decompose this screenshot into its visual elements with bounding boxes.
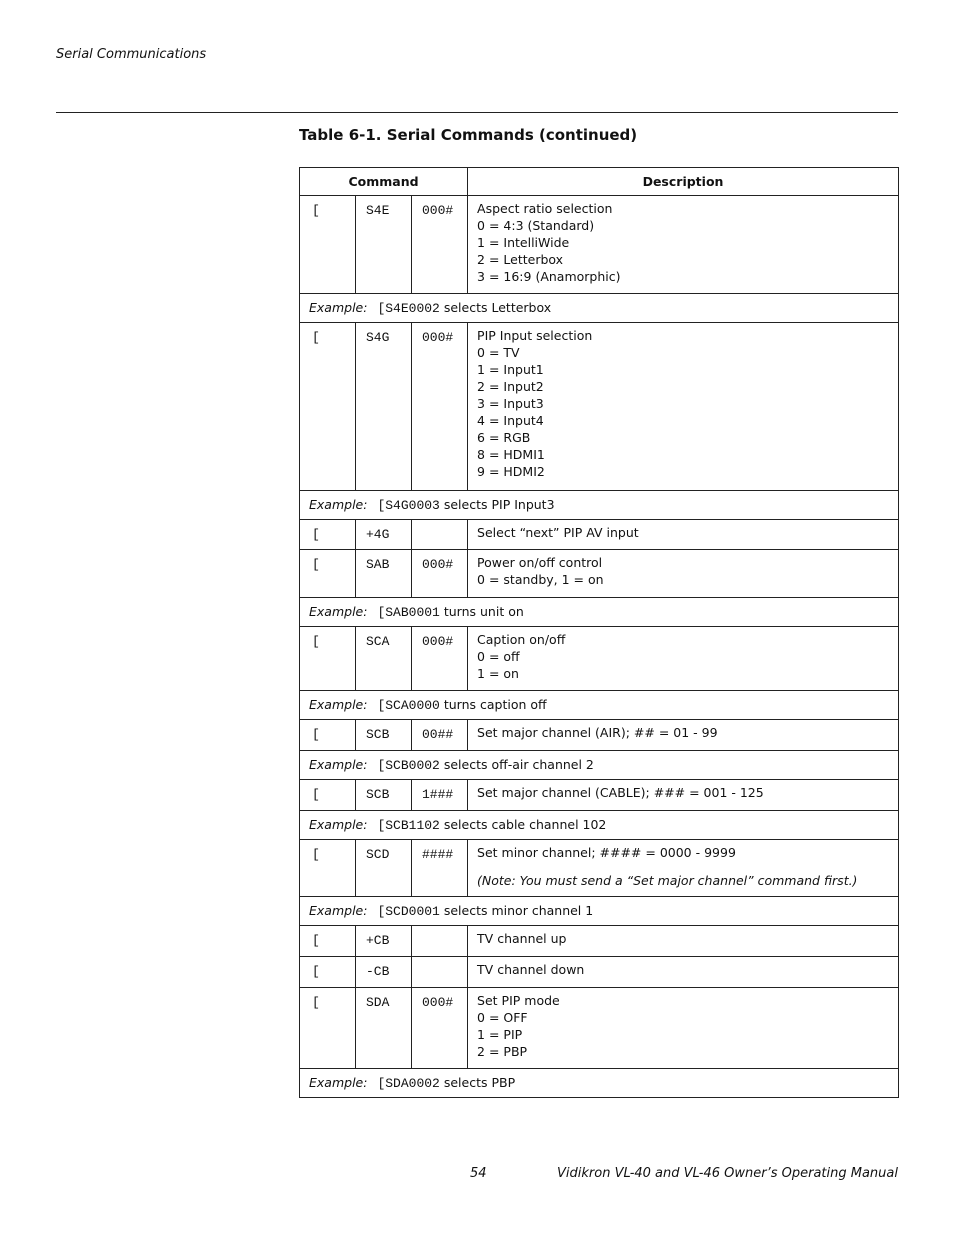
- example-label: Example:: [309, 604, 368, 619]
- command-code-cell: [356, 988, 412, 1069]
- command-prefix: [: [312, 634, 320, 649]
- running-header: Serial Communications: [56, 47, 207, 62]
- command-prefix-cell: [300, 627, 356, 691]
- command-prefix-cell: [300, 720, 356, 751]
- command-prefix: [: [312, 787, 320, 802]
- example-command: [SCB1102: [377, 818, 440, 833]
- example-cell: [300, 598, 899, 627]
- example-cell: [300, 811, 899, 840]
- example-command: [S4E0002: [377, 301, 440, 316]
- example-cell: [300, 897, 899, 926]
- command-code-cell: [356, 840, 412, 897]
- example-command: [SCD0001: [377, 904, 440, 919]
- example-label: Example:: [309, 903, 368, 918]
- command-value-cell: [412, 780, 468, 811]
- command-value-cell: [412, 323, 468, 491]
- header-rule: [56, 112, 898, 113]
- description-line: Aspect ratio selection: [477, 201, 613, 216]
- command-code: SDA: [366, 995, 390, 1010]
- example-label: Example:: [309, 697, 368, 712]
- command-value: 00##: [422, 727, 454, 742]
- manual-title: Vidikron VL-40 and VL-46 Owner’s Operating Manual: [557, 1166, 898, 1181]
- example-cell: [300, 294, 899, 323]
- description-cell: [468, 720, 899, 751]
- description-line: 2 = Letterbox: [477, 252, 564, 267]
- command-value: 000#: [422, 634, 454, 649]
- command-prefix: [: [312, 330, 320, 345]
- example-text: selects Letterbox: [443, 300, 552, 315]
- table-body: [300, 196, 899, 1098]
- example-text: turns unit on: [443, 604, 524, 619]
- command-row: [300, 627, 899, 691]
- command-prefix: [: [312, 527, 320, 542]
- description-line: 1 = IntelliWide: [477, 235, 570, 250]
- command-value: 000#: [422, 995, 454, 1010]
- description-line: 2 = Input2: [477, 379, 544, 394]
- example-row: [300, 1069, 899, 1098]
- command-value-cell: [412, 840, 468, 897]
- command-prefix-cell: [300, 926, 356, 957]
- description-cell: [468, 957, 899, 988]
- command-value: 1###: [422, 787, 454, 802]
- description-line: Caption on/off: [477, 632, 566, 647]
- example-row: [300, 691, 899, 720]
- example-cell: [300, 1069, 899, 1098]
- command-row: [300, 840, 899, 897]
- description-line: Select “next” PIP AV input: [477, 525, 639, 540]
- command-code-cell: [356, 550, 412, 598]
- command-code: SCB: [366, 787, 390, 802]
- description-line: 9 = HDMI2: [477, 464, 545, 479]
- description-line: Power on/off control: [477, 555, 603, 570]
- command-code: SCA: [366, 634, 390, 649]
- command-value: 000#: [422, 330, 454, 345]
- command-prefix-cell: [300, 988, 356, 1069]
- description-line: Set major channel (CABLE); ### = 001 - 125: [477, 785, 764, 800]
- command-prefix: [: [312, 995, 320, 1010]
- description-cell: [468, 196, 899, 294]
- command-value-cell: [412, 196, 468, 294]
- command-prefix: [: [312, 847, 320, 862]
- description-cell: [468, 780, 899, 811]
- description-line: Set PIP mode: [477, 993, 560, 1008]
- example-command: [S4G0003: [377, 498, 440, 513]
- command-prefix-cell: [300, 520, 356, 550]
- example-text: selects PIP Input3: [443, 497, 555, 512]
- description-cell: [468, 926, 899, 957]
- example-text: selects PBP: [443, 1075, 516, 1090]
- command-prefix: [: [312, 727, 320, 742]
- description-line: 1 = Input1: [477, 362, 544, 377]
- command-code: -CB: [366, 964, 390, 979]
- description-line: 0 = TV: [477, 345, 520, 360]
- example-text: selects cable channel 102: [443, 817, 607, 832]
- example-text: selects minor channel 1: [443, 903, 594, 918]
- page-number: 54: [470, 1166, 487, 1181]
- example-row: [300, 751, 899, 780]
- command-code-cell: [356, 720, 412, 751]
- command-code-cell: [356, 926, 412, 957]
- example-command: [SCB0002: [377, 758, 440, 773]
- description-line: Set minor channel; #### = 0000 - 9999: [477, 845, 736, 860]
- description-line: 0 = OFF: [477, 1010, 528, 1025]
- command-value-cell: [412, 720, 468, 751]
- command-prefix-cell: [300, 196, 356, 294]
- description-line: 1 = PIP: [477, 1027, 523, 1042]
- example-row: [300, 811, 899, 840]
- description-line: 3 = Input3: [477, 396, 544, 411]
- command-row: [300, 323, 899, 491]
- example-label: Example:: [309, 1075, 368, 1090]
- example-label: Example:: [309, 497, 368, 512]
- command-row: [300, 926, 899, 957]
- description-line: 0 = 4:3 (Standard): [477, 218, 595, 233]
- command-prefix: [: [312, 557, 320, 572]
- example-text: turns caption off: [443, 697, 547, 712]
- command-prefix: [: [312, 203, 320, 218]
- command-value-cell: [412, 627, 468, 691]
- example-command: [SAB0001: [377, 605, 440, 620]
- column-header-description: Description: [468, 168, 899, 196]
- example-command: [SCA0000: [377, 698, 440, 713]
- example-label: Example:: [309, 817, 368, 832]
- description-line: 6 = RGB: [477, 430, 531, 445]
- command-row: [300, 550, 899, 598]
- command-code: +CB: [366, 933, 390, 948]
- serial-commands-table: [299, 167, 899, 1098]
- command-value-cell: [412, 957, 468, 988]
- example-label: Example:: [309, 300, 368, 315]
- command-row: [300, 988, 899, 1069]
- example-row: [300, 491, 899, 520]
- description-line: 3 = 16:9 (Anamorphic): [477, 269, 621, 284]
- command-code-cell: [356, 323, 412, 491]
- command-row: [300, 957, 899, 988]
- command-prefix-cell: [300, 957, 356, 988]
- example-cell: [300, 751, 899, 780]
- example-command: [SDA0002: [377, 1076, 440, 1091]
- table-title: Table 6-1. Serial Commands (continued): [299, 126, 638, 144]
- example-cell: [300, 691, 899, 720]
- command-prefix-cell: [300, 550, 356, 598]
- command-code-cell: [356, 520, 412, 550]
- command-row: [300, 780, 899, 811]
- command-code-cell: [356, 780, 412, 811]
- command-value-cell: [412, 926, 468, 957]
- command-prefix: [: [312, 933, 320, 948]
- description-line: 1 = on: [477, 666, 519, 681]
- description-line: 0 = off: [477, 649, 520, 664]
- column-header-command: Command: [300, 168, 468, 196]
- command-value-cell: [412, 988, 468, 1069]
- command-row: [300, 520, 899, 550]
- table-header-row: [300, 168, 899, 196]
- description-line: TV channel down: [477, 962, 585, 977]
- description-line: PIP Input selection: [477, 328, 593, 343]
- command-value-cell: [412, 550, 468, 598]
- command-row: [300, 196, 899, 294]
- command-value-cell: [412, 520, 468, 550]
- description-line: 0 = standby, 1 = on: [477, 572, 604, 587]
- example-row: [300, 294, 899, 323]
- command-code-cell: [356, 196, 412, 294]
- description-line: 2 = PBP: [477, 1044, 528, 1059]
- command-code-cell: [356, 627, 412, 691]
- command-row: [300, 720, 899, 751]
- description-line: Set major channel (AIR); ## = 01 - 99: [477, 725, 718, 740]
- command-code: S4E: [366, 203, 390, 218]
- command-prefix: [: [312, 964, 320, 979]
- command-code: S4G: [366, 330, 390, 345]
- command-code: SCD: [366, 847, 390, 862]
- command-code: SCB: [366, 727, 390, 742]
- command-prefix-cell: [300, 323, 356, 491]
- description-line: 8 = HDMI1: [477, 447, 545, 462]
- command-prefix-cell: [300, 780, 356, 811]
- command-code: SAB: [366, 557, 390, 572]
- description-note: (Note: You must send a “Set major channel” command first.): [477, 873, 858, 888]
- description-cell: [468, 840, 899, 897]
- description-cell: [468, 323, 899, 491]
- example-row: [300, 598, 899, 627]
- description-cell: [468, 520, 899, 550]
- description-cell: [468, 627, 899, 691]
- command-value: 000#: [422, 203, 454, 218]
- example-text: selects off-air channel 2: [443, 757, 594, 772]
- description-line: 4 = Input4: [477, 413, 544, 428]
- example-cell: [300, 491, 899, 520]
- description-cell: [468, 988, 899, 1069]
- description-line: TV channel up: [477, 931, 567, 946]
- example-label: Example:: [309, 757, 368, 772]
- command-value: ####: [422, 847, 454, 862]
- description-cell: [468, 550, 899, 598]
- example-row: [300, 897, 899, 926]
- command-prefix-cell: [300, 840, 356, 897]
- command-code: +4G: [366, 527, 390, 542]
- command-value: 000#: [422, 557, 454, 572]
- command-code-cell: [356, 957, 412, 988]
